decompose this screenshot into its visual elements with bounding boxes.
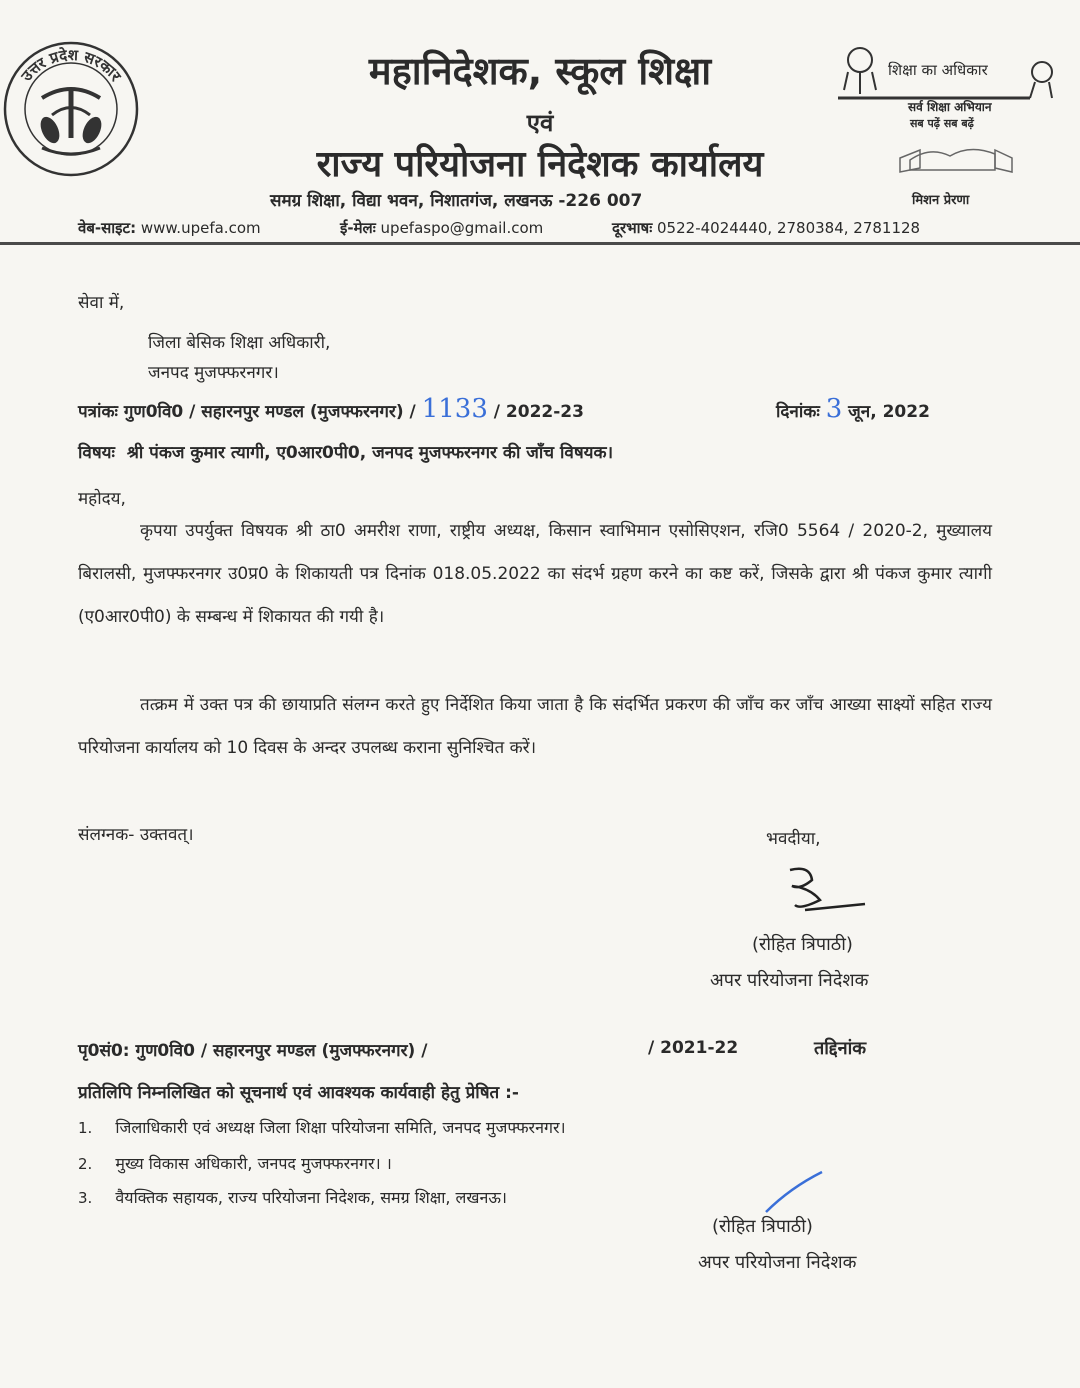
body-paragraph-2: तत्क्रम में उक्त पत्र की छायाप्रति संलग्न करते हुए निर्देशित किया जाता है कि संदर्भित प्रकरण की जाँच कर जाँच आख्या साक्ष्यों सहित राज्य परियोजना कार्यालय को 10 दिवस के अन्दर उपलब्ध कराना सुनिश्चित करें। [78,695,992,758]
office-address: समग्र शिक्षा, विद्या भवन, निशातगंज, लखनऊ -226 007 [270,191,643,211]
enclosure-note: संलग्नक- उक्तवत्। [78,825,194,845]
subject-line [78,440,613,463]
email-link[interactable]: upefaspo@gmail.com [380,219,544,237]
office-title-line1: महानिदेशक, स्कूल शिक्षा [368,49,712,93]
copy-item-text: जिलाधिकारी एवं अध्यक्ष जिला शिक्षा परियोजना समिति, जनपद मुजफ्फरनगर। [115,1118,566,1137]
signatory-name: (रोहित त्रिपाठी) [752,934,853,955]
closing: भवदीया, [766,829,821,849]
copy-list-item [78,1152,392,1174]
email-label: ई-मेलः [340,219,376,237]
ref-prefix: पत्रांकः गुण0वि0 / सहारनपुर मण्डल (मुजफ्फरनगर) / [78,402,416,422]
phone-label: दूरभाषः [612,219,653,237]
website-label: वेब-साइट: [78,219,137,237]
salutation-to: सेवा में, [78,293,125,313]
email-contact [340,218,543,238]
logo-tagline-ssa: सर्व शिक्षा अभियान [908,100,992,114]
copy-list-item [78,1186,507,1208]
letter-reference [78,394,584,424]
up-government-emblem [2,40,140,178]
copy-item-number: 3. [78,1189,93,1207]
ref-suffix: / 2022-23 [493,402,584,422]
copy-signatory-name: (रोहित त्रिपाठी) [712,1216,813,1237]
copy-item-text: वैयक्तिक सहायक, राज्य परियोजना निदेशक, समग्र शिक्षा, लखनऊ। [115,1188,507,1207]
website-link[interactable]: www.upefa.com [140,219,261,237]
copy-signatory-title: अपर परियोजना निदेशक [698,1252,857,1273]
copy-item-number: 2. [78,1155,93,1173]
phone-contact [612,218,920,238]
header-divider [0,242,1080,245]
signature-mark [770,860,880,924]
phone-numbers: 0522-4024440, 2780384, 2781128 [657,219,921,237]
subject-text: श्री पंकज कुमार त्यागी, ए0आर0पी0, जनपद मुजफ्फरनगर की जाँच विषयक। [126,443,614,463]
office-title-line2: एवं [526,109,554,137]
svg-text:उत्तर प्रदेश सरकार: उत्तर प्रदेश सरकार [17,45,125,85]
logo-tagline-motto: सब पढ़ें सब बढ़ें [910,117,974,130]
website-contact [78,218,261,238]
copy-year: / 2021-22 [648,1038,739,1058]
subject-label: विषयः [78,443,115,463]
recipient-line1: जिला बेसिक शिक्षा अधिकारी, [148,333,331,353]
signatory-title: अपर परियोजना निदेशक [710,970,869,991]
copy-date: तद्दिनांक [814,1038,867,1059]
body-paragraph-1: कृपया उपर्युक्त विषयक श्री ठा0 अमरीश राणा, राष्ट्रीय अध्यक्ष, किसान स्वाभिमान एसोसिएशन, रजि0 5564 / 2020-2, मुख्यालय बिरालसी, मुजफ्फरनगर उ0प्र0 के शिकायती पत्र दिनांक 018.05.2022 का संदर्भ ग्रहण करने का कष्ट करें, जिसके द्वारा श्री पंकज कुमार त्यागी (ए0आर0पी0) के सम्बन्ध में शिकायत की गयी है। [78,521,992,627]
samagra-shiksha-logo [830,38,1060,218]
greeting: महोदय, [78,489,126,509]
ref-number-handwritten: 1133 [421,394,488,424]
logo-tagline-rte: शिक्षा का अधिकार [888,61,988,79]
copy-reference: पृ0सं0: गुण0वि0 / सहारनपुर मण्डल (मुजफ्फरनगर) / [78,1041,428,1061]
copy-item-text: मुख्य विकास अधिकारी, जनपद मुजफ्फरनगर। । [115,1154,392,1173]
letter-date [776,394,930,424]
logo-mission-prerna: मिशन प्रेरणा [912,193,970,208]
copy-heading: प्रतिलिपि निम्नलिखित को सूचनार्थ एवं आवश्यक कार्यवाही हेतु प्रेषित :- [78,1083,519,1103]
recipient-line2: जनपद मुजफ्फरनगर। [148,363,279,383]
date-rest: जून, 2022 [848,402,930,422]
office-title-line3: राज्य परियोजना निदेशक कार्यालय [316,144,764,185]
date-label: दिनांकः [776,402,820,422]
copy-item-number: 1. [78,1119,93,1137]
date-day-handwritten: 3 [825,394,843,424]
copy-list-item [78,1116,566,1138]
